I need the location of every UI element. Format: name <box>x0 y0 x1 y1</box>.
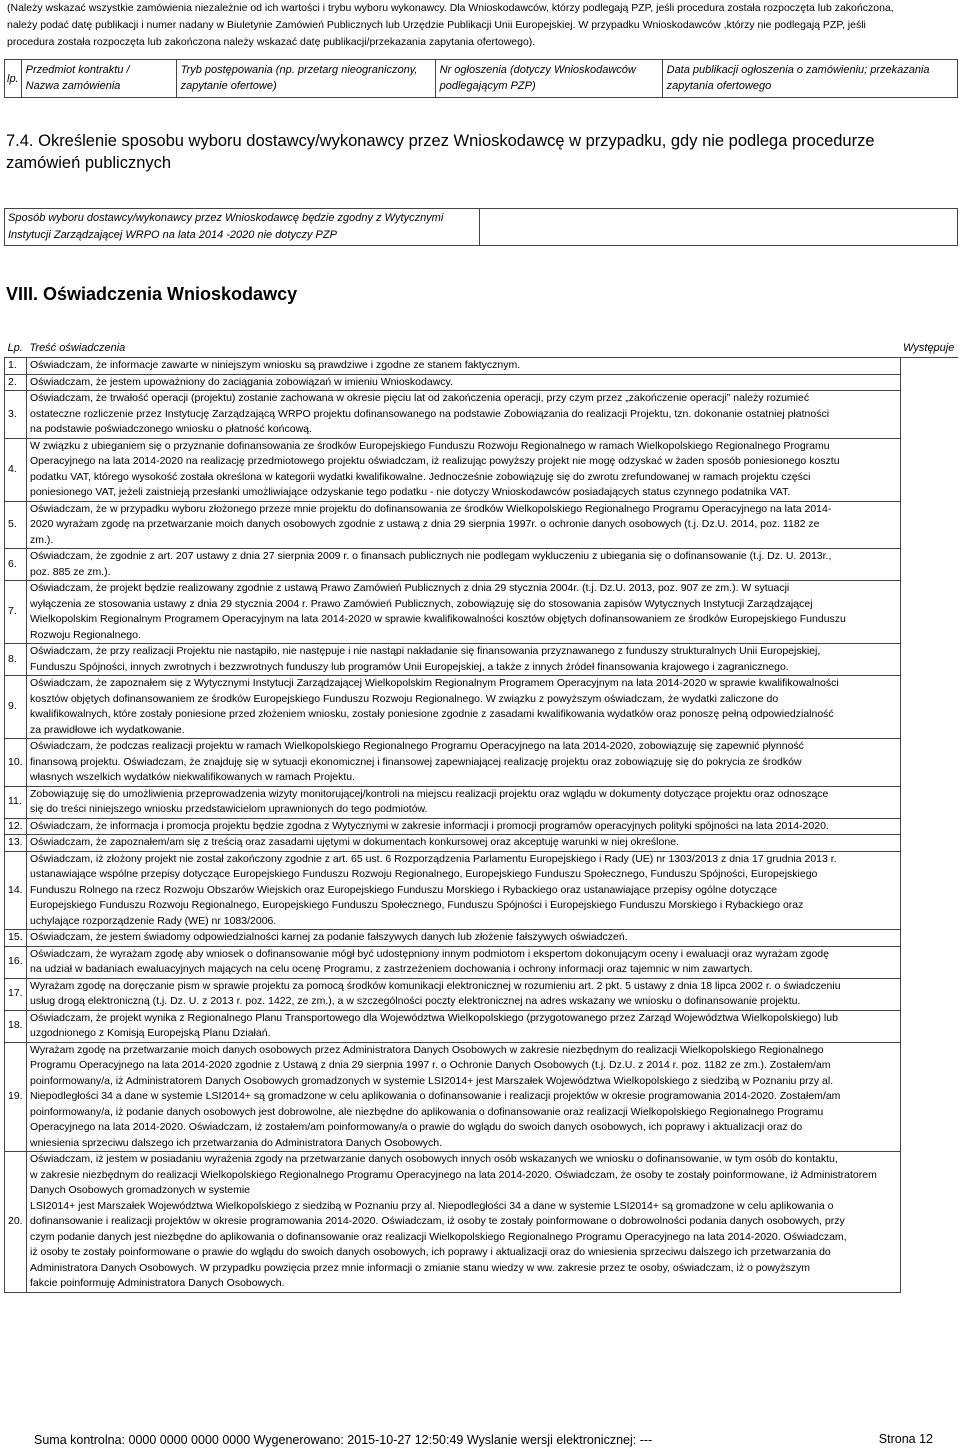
mode-header-line: Tryb postępowania (np. przetarg nieograniczony, <box>180 64 418 76</box>
statement-text <box>27 1010 901 1042</box>
statement-line: Wyrażam zgodę na przetwarzanie moich danych osobowych przez Administratora Danych Osobowych w zakresie niezbędnym do realizacji Wielkopolskiego Regionalnego <box>30 1043 824 1056</box>
supplier-selection-text <box>5 209 480 246</box>
statement-line: poz. 885 ze zm.). <box>30 565 111 578</box>
statement-line: Oświadczam, że projekt będzie realizowany zgodnie z ustawą Prawo Zamówień Publicznych z dnia 29 stycznia 2004r. (t.j. Dz.U. 2013, poz. 907 ze zm.). W sytuacji <box>30 582 790 594</box>
statement-text <box>27 549 901 581</box>
statement-row <box>5 676 959 739</box>
subject-header <box>21 60 176 98</box>
section-7-4-title-line: zamówień publicznych <box>6 154 172 172</box>
statement-line: wniesienia sprzeciwu dalszego ich przetwarzania do Administratora Danych Osobowych. <box>30 1136 443 1149</box>
statement-line: poinformowany/a, iż podanie danych osobowych jest dobrowolne, ale niezbędne do aplikowania o dofinansowanie oraz realizacji Wielkopolskiego Regionalnego Programu <box>30 1105 824 1118</box>
statement-line: Operacyjnego na lata 2014-2020. Oświadczam, iż zostałem/am poinformowany/a o prawie do wglądu do swoich danych osobowych, ich poprawy i aktualizacji oraz do <box>30 1121 803 1133</box>
statement-row <box>5 374 959 391</box>
statement-row <box>5 835 959 852</box>
statement-row <box>5 391 959 439</box>
statement-line: Oświadczam, że podczas realizacji projektu w ramach Wielkopolskiego Regionalnego Programu Operacyjnego na lata 2014-2020, zobowiązuję się zapewnić płynność <box>30 740 804 752</box>
statement-line: poniesionego VAT, jeżeli zaistnieją przesłanki umożliwiające odzyskanie tego podatku - nie dotyczy Wnioskodawców posiadających status czynnego podatnika VAT. <box>30 486 791 498</box>
statement-line: Oświadczam, że informacje zawarte w niniejszym wniosku są prawdziwe i zgodne ze stanem faktycznym. <box>30 359 521 371</box>
statement-line: czym podanie danych jest niezbędne do aplikowania o dofinansowanie oraz realizacji Wielkopolskiego Regionalnego Programu Operacyjnego na lata 2014-2020. Oświadczam, <box>30 1230 847 1243</box>
statement-line: Funduszu Rolnego na rzecz Rozwoju Obszarów Wiejskich oraz Europejskiego Funduszu Morskiego i Rybackiego oraz ustanawiające przepisy ogólne dotyczące <box>30 883 778 896</box>
statement-line: Funduszu Spójności, innych zwrotnych i bezzwrotnych funduszy lub programów Unii Europejskiej, a także z innych źródeł finansowania krajowego i zagranicznego. <box>30 660 789 673</box>
statement-line: Oświadczam, że zapoznałem się z Wytycznymi Instytucji Zarządzającej Wielkopolskim Regionalnym Programem Operacyjnym na lata 2014-2020 w sprawie kwalifikowalności <box>30 677 839 689</box>
statement-text <box>27 835 901 852</box>
statement-text <box>27 818 901 835</box>
supplier-selection-table <box>4 208 958 246</box>
date-header-line: Data publikacji ogłoszenia o zamówieniu; przekazania <box>666 64 930 76</box>
statement-row <box>5 786 959 818</box>
statement-number: 19. <box>5 1042 27 1152</box>
statement-text <box>27 978 901 1010</box>
statement-line: ostateczne rozliczenie przez Instytucję Zarządzającą WRPO projektu dofinansowanego na podstawie Zobowiązania do realizacji Projektu, tzn. dokonanie ostatniej płatności <box>30 407 830 420</box>
statement-line: Zobowiązuję się do umożliwienia przeprowadzenia wizyty monitorującej/kontroli na miejscu realizacji projektu oraz wglądu w dokumenty dotyczące projektu oraz odnoszące <box>30 787 829 800</box>
statement-line: się do treści niniejszego wniosku przedstawicielom uprawnionych do tego podmiotów. <box>30 803 428 815</box>
statement-line: Oświadczam, że trwałość operacji (projektu) zostanie zachowana w okresie pięciu lat od zakończenia operacji, przy czym przez „zakończenie operacji” należy rozumieć <box>30 392 810 404</box>
statement-row <box>5 851 959 930</box>
statement-line: iż osoby te zostały poinformowane o prawie do wglądu do swoich danych osobowych, ich poprawy i aktualizacji oraz do wniesienia sprzeciwu dalszego ich przetwarzania do <box>30 1246 831 1258</box>
section-8-title: VIII. Oświadczenia Wnioskodawcy <box>6 284 298 304</box>
statements-table <box>4 340 958 1293</box>
statement-line: Programu Operacyjnego na lata 2014-2020 zgodnie z Ustawą z dnia 29 sierpnia 1997 r. o Ochronie Danych Osobowych (t.j. Dz.U. z 2014 r. poz. 1182 ze zm.). Zostałem/am <box>30 1059 831 1071</box>
statement-line: Oświadczam, że w przypadku wyboru złożonego przeze mnie projektu do dofinansowania ze środków Wielkopolskiego Regionalnego Programu Operacyjnego na lata 2014- <box>30 502 832 515</box>
statement-row <box>5 501 959 549</box>
statement-line: zm.). <box>30 533 54 546</box>
subject-header-line: Nazwa zamówienia <box>25 80 121 92</box>
statement-row <box>5 581 959 644</box>
statement-line: fakcie poinformuję Administratora Danych Osobowych. <box>30 1277 285 1289</box>
statement-line: LSI2014+ jest Marszałek Województwa Wielkopolskiego z siedzibą w Poznaniu przy al. Niepodległości 34 a dane w systemie LSI2014+ są gromadzone w celu aplikowania o <box>30 1199 834 1212</box>
supplier-selection-line: Instytucji Zarządzającej WRPO na lata 2014 -2020 nie dotyczy PZP <box>8 229 337 241</box>
statement-line: Oświadczam, że zgodnie z art. 207 ustawy z dnia 27 sierpnia 2009 r. o finansach publicznych nie podlegam wykluczeniu z ubiegania się o dofinansowanie (t.j. Dz. U. 2013r., <box>30 550 832 562</box>
contracts-header-row <box>5 60 958 98</box>
number-header-line: podlegającym PZP) <box>439 80 536 92</box>
statement-line: Niepodległości 34 a dane w systemie LSI2014+ są gromadzone w celu aplikowania o dofinansowanie i realizacji projektów w okresie programowania 2014-2020. Zostałem/am <box>30 1090 841 1102</box>
statement-row <box>5 644 959 676</box>
statement-row <box>5 1010 959 1042</box>
statement-number: 14. <box>5 851 27 930</box>
statement-line: Oświadczam, że jestem upoważniony do zaciągania zobowiązań w imieniu Wnioskodawcy. <box>30 375 453 388</box>
statement-number: 13. <box>5 835 27 852</box>
date-header-line: zapytania ofertowego <box>666 80 772 92</box>
statement-number: 10. <box>5 739 27 787</box>
statement-text <box>27 786 901 818</box>
statement-number: 8. <box>5 644 27 676</box>
statement-line: Europejskiego Funduszu Rozwoju Regionalnego, Europejskiego Funduszu Społecznego, Funduszu Spójności i Europejskiego Funduszu Morskiego i Rybackiego oraz <box>30 899 804 911</box>
header-lp: Lp. <box>5 340 27 358</box>
statement-line: Wyrażam zgodę na doręczanie pism w sprawie projektu za pomocą środków komunikacji elektronicznej w rozumieniu art. 2 pkt. 5 ustawy z dnia 18 lipca 2002 r. o świadczeniu <box>30 979 841 992</box>
date-header <box>662 60 957 98</box>
statement-text <box>27 391 901 439</box>
statement-line: usług drogą elektroniczną (t.j. Dz. U. z 2013 r. poz. 1422, ze zm.), a w szczególności poczty elektronicznej na adres wskazany we wniosku o dofinansowanie projektu. <box>30 995 801 1007</box>
statement-line: Oświadczam, że wyrażam zgodę aby wniosek o dofinansowanie mógł być udostępniony innym podmiotom i ekspertom dokonującym oceny i ewaluacji oraz wyrażam zgodę <box>30 947 829 960</box>
mode-header <box>176 60 435 98</box>
statement-number: 2. <box>5 374 27 391</box>
statement-line: w zakresie niezbędnym do realizacji Wielkopolskiego Regionalnego Programu Operacyjnego na lata 2014-2020. Oświadczam, że osoby te zostały poinformowane, iż Administratorem Danych Osobowych gromadzonych w systemie <box>30 1168 877 1196</box>
statement-number: 1. <box>5 358 27 375</box>
intro-line: (Należy wskazać wszystkie zamówienia niezależnie od ich wartości i trybu wyboru wykonawcy. Dla Wnioskodawców, którzy podlegają PZP, jeśli procedura została rozpoczęta lub zakończona, <box>7 2 894 14</box>
number-header <box>435 60 662 98</box>
statement-text <box>27 739 901 787</box>
statement-text <box>27 644 901 676</box>
statement-line: ustanawiające wspólne przepisy dotyczące Europejskiego Funduszu Rozwoju Regionalnego, Europejskiego Funduszu Społecznego, Funduszu Spójności, Europejskiego <box>30 868 818 880</box>
statement-line: własnych wszelkich wydatków niekwalifikowanych w ramach Projektu. <box>30 771 356 783</box>
statement-line: kwalifikowalnych, które zostały poniesione przed złożeniem wniosku, zostały poniesione zgodnie z zasadami kwalifikowania wydatków oraz ponoszę pełną odpowiedzialność <box>30 708 834 720</box>
statement-text <box>27 676 901 739</box>
footer-checksum: Suma kontrolna: 0000 0000 0000 0000 Wygenerowano: 2015-10-27 12:50:49 Wyslanie wersji elektronicznej: --- <box>34 1433 653 1447</box>
statement-text <box>27 374 901 391</box>
statement-row <box>5 946 959 978</box>
statement-line: Oświadczam, że jestem świadomy odpowiedzialności karnej za podanie fałszywych danych lub złożenie fałszywych oświadczeń. <box>30 931 628 943</box>
lp-header: lp. <box>5 60 22 98</box>
statement-line: Operacyjnego na lata 2014-2020 na realizację przedmiotowego projektu oświadczam, iż realizując powyższy projekt nie mogę odzyskać w żaden sposób poniesionego kosztu <box>30 455 840 467</box>
contracts-table <box>4 59 958 98</box>
statement-line: na podstawie poświadczonego wniosku o płatność końcową. <box>30 423 312 435</box>
statement-text <box>27 358 901 375</box>
statement-number: 15. <box>5 930 27 947</box>
statement-number: 20. <box>5 1152 27 1293</box>
intro-line: należy podać datę publikacji i numer nadany w Biuletynie Zamówień Publicznych lub Urzędzie Publikacji Unii Europejskiej. W przypadku Wnioskodawców ,którzy nie podlegają PZP, jeśli <box>7 19 866 31</box>
statement-row <box>5 358 959 375</box>
statement-line: Oświadczam, że projekt wynika z Regionalnego Planu Transportowego dla Województwa Wielkopolskiego (przygotowanego przez Zarząd Województwa Wielkopolskiego) lub <box>30 1011 838 1024</box>
statement-number: 5. <box>5 501 27 549</box>
statement-text <box>27 501 901 549</box>
statement-row <box>5 978 959 1010</box>
statement-line: finansową projektu. Oświadczam, że znajduję się w sytuacji ekonomicznej i finansowej zapewniającej realizację projektu oraz zobowiązuję się do pokrycia ze środków <box>30 755 802 768</box>
mode-header-line: zapytanie ofertowe) <box>180 80 277 92</box>
section-7-4-title <box>6 130 952 174</box>
page-number: Strona 12 <box>878 1432 933 1446</box>
statement-number: 17. <box>5 978 27 1010</box>
statement-number: 11. <box>5 786 27 818</box>
statement-line: kosztów objętych dofinansowaniem ze środków Europejskiego Funduszu Rozwoju Regionalnego. W związku z powyższym oświadczam, że wydatki zaliczone do <box>30 692 779 705</box>
statement-text <box>27 581 901 644</box>
subject-header-line: Przedmiot kontraktu / <box>25 64 130 76</box>
statement-row <box>5 930 959 947</box>
statement-line: Oświadczam, że informacja i promocja projektu będzie zgodna z Wytycznymi w zakresie informacji i promocji programów operacyjnych polityki spójności na lata 2014-2020. <box>30 819 829 832</box>
statement-row <box>5 1042 959 1152</box>
statement-line: Rozwoju Regionalnego. <box>30 628 141 641</box>
statement-line: wyłączenia ze stosowania ustawy z dnia 29 stycznia 2004 r. Prawo Zamówień Publicznych, zobowiązuję się do stosowania zapisów Wytycznych Instytucji Zarządzającej <box>30 597 813 610</box>
statement-row <box>5 549 959 581</box>
statement-text <box>27 1042 901 1152</box>
statement-line: za prawidłowe ich wydatkowanie. <box>30 723 185 736</box>
statement-line: poinformowany/a, iż Administratorem Danych Osobowych gromadzonych w systemie LSI2014+ jest Marszałek Województwa Wielkopolskiego z siedzibą w Poznaniu przy al. <box>30 1074 834 1087</box>
statement-text <box>27 946 901 978</box>
statement-row <box>5 1152 959 1293</box>
statement-row <box>5 438 959 501</box>
statement-number: 3. <box>5 391 27 439</box>
statement-line: na udział w badaniach ewaluacyjnych mających na celu ocenę Programu, z zastrzeżeniem dochowania i ochrony informacji oraz tajemnic w nim zawartych. <box>30 963 753 975</box>
statement-number: 18. <box>5 1010 27 1042</box>
statements-header-row <box>5 340 959 358</box>
header-occurs: Występuje <box>900 340 958 358</box>
header-content: Treść oświadczenia <box>27 340 901 358</box>
statement-line: Wielkopolskim Regionalnym Programem Operacyjnym na lata 2014-2020 w sprawie kwalifikowalności kosztów objętych dofinansowaniem ze środków Europejskiego Funduszu <box>30 613 846 625</box>
statement-line: Oświadczam, iż jestem w posiadaniu wyrażenia zgody na przetwarzanie danych osobowych innych osób wskazanych we wniosku o dofinansowanie, w tym osób do kontaktu, <box>30 1153 838 1165</box>
statement-number: 12. <box>5 818 27 835</box>
statement-line: W związku z ubieganiem się o przyznanie dofinansowania ze środków Europejskiego Funduszu Rozwoju Regionalnego w ramach Wielkopolskiego Regionalnego Programu <box>30 439 830 452</box>
statement-number: 7. <box>5 581 27 644</box>
number-header-line: Nr ogłoszenia (dotyczy Wnioskodawców <box>439 64 636 76</box>
statement-number: 9. <box>5 676 27 739</box>
statement-number: 16. <box>5 946 27 978</box>
statement-line: Administratora Danych Osobowych. W przypadku powzięcia przez mnie informacji o zmianie stanu wiedzy w ww. zakresie przez te osoby, oświadczam, iż o powyższym <box>30 1261 811 1274</box>
supplier-selection-empty <box>480 209 958 246</box>
statement-line: podatku VAT, którego wysokość została określona w kategorii wydatki kwalifikowalne. Jednocześnie zobowiązuję się do zwrotu zrefundowanej w ramach projektu części <box>30 470 811 483</box>
statement-text <box>27 930 901 947</box>
statement-number: 6. <box>5 549 27 581</box>
statement-number: 4. <box>5 438 27 501</box>
statement-text <box>27 438 901 501</box>
section-7-4-title-line: 7.4. Określenie sposobu wyboru dostawcy/wykonawcy przez Wnioskodawcę w przypadku, gdy nie podlega procedurze <box>6 132 875 150</box>
statement-text <box>27 1152 901 1293</box>
statement-line: dofinansowanie i realizacji projektów w okresie programowania 2014-2020. Oświadczam, iż osoby te zostały poinformowane o dobrowolności podania danych osobowych, przy <box>30 1215 845 1227</box>
intro-note <box>7 0 957 51</box>
statement-line: Oświadczam, iż złożony projekt nie został zakończony zgodnie z art. 65 ust. 6 Rozporządzenia Parlamentu Europejskiego i Rady (UE) nr 1303/2013 z dnia 17 grudnia 2013 r. <box>30 852 837 865</box>
statement-row <box>5 739 959 787</box>
statement-line: Oświadczam, że zapoznałem/am się z treścią oraz zasadami ujętymi w dokumentach konkursowej oraz akceptuję warunki w niej określone. <box>30 836 679 848</box>
statement-line: uzgodnionego z Komisją Europejską Planu Działań. <box>30 1027 271 1039</box>
statement-line: uchylające rozporządzenie Rady (WE) nr 1083/2006. <box>30 914 277 927</box>
supplier-selection-line: Sposób wyboru dostawcy/wykonawcy przez Wnioskodawcę będzie zgodny z Wytycznymi <box>8 212 444 224</box>
statement-line: Oświadczam, że przy realizacji Projektu nie nastąpiło, nie następuje i nie nastąpi nakładanie się finansowania przyznawanego z funduszy strukturalnych Unii Europejskiej, <box>30 645 821 657</box>
statement-row <box>5 818 959 835</box>
intro-line: procedura została rozpoczęta lub zakończona należy wskazać datę publikacji/przekazania zapytania ofertowego). <box>7 36 536 48</box>
statement-text <box>27 851 901 930</box>
statement-line: 2020 wyrażam zgodę na przetwarzanie moich danych osobowych zgodnie z ustawą z dnia 29 sierpnia 1997r. o ochronie danych osobowych (t.j. Dz.U. 2014, poz. 1182 ze <box>30 518 820 530</box>
